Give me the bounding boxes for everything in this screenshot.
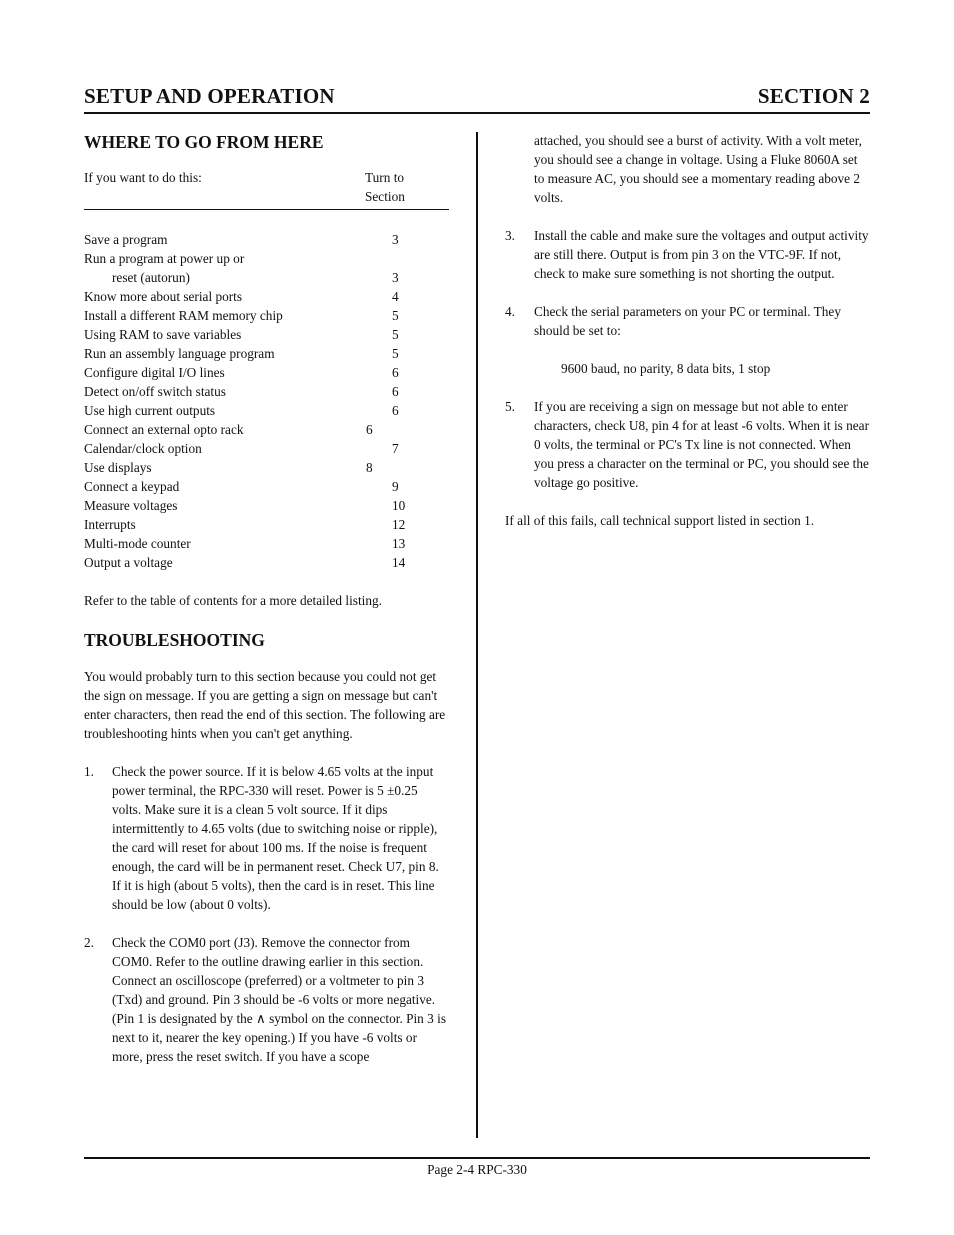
list-item-number: 5. bbox=[505, 399, 515, 414]
table-row bbox=[84, 249, 449, 268]
list-item-number: 1. bbox=[84, 764, 94, 779]
table-row-task: Multi-mode counter bbox=[84, 536, 191, 551]
table-row-section: 6 bbox=[392, 403, 399, 418]
table-row bbox=[84, 306, 449, 325]
list-item-4 bbox=[505, 302, 871, 340]
table-row-task: Calendar/clock option bbox=[84, 441, 202, 456]
column-divider bbox=[476, 132, 478, 1138]
table-row bbox=[84, 363, 449, 382]
closing-text: If all of this fails, call technical support listed in section 1. bbox=[505, 513, 815, 528]
table-row bbox=[84, 230, 449, 249]
header-title: SETUP AND OPERATION bbox=[84, 84, 335, 108]
table-row bbox=[84, 287, 449, 306]
list-item-text: Check the COM0 port (J3). Remove the connector from COM0. Refer to the outline drawing earlier in this section. Connect an oscilloscope (preferred) or a voltmeter to pin 3 (Txd) and ground. Pin 3 should be -6 volts or more negative. (Pin 1 is designated by the ∧ symbol on the connector. Pin 3 is next to it, nearer the key opening.) If you have -6 volts or more, press the reset switch. If you have a scope bbox=[112, 935, 446, 1064]
page-footer: Page 2-4 RPC-330 bbox=[427, 1162, 527, 1177]
table-row-task: Interrupts bbox=[84, 517, 136, 532]
header-section: SECTION 2 bbox=[757, 84, 870, 108]
table-row bbox=[84, 553, 449, 572]
table-row-section: 13 bbox=[392, 536, 406, 551]
table-header-section-2: Section bbox=[365, 189, 405, 204]
table-row-section: 3 bbox=[392, 232, 399, 247]
table-row bbox=[84, 496, 449, 515]
table-row bbox=[84, 439, 449, 458]
table-row-task: Run a program at power up or bbox=[84, 251, 245, 266]
table-row-task: Measure voltages bbox=[84, 498, 178, 513]
list-item-number: 4. bbox=[505, 304, 515, 319]
table-row-task: Connect an external opto rack bbox=[84, 422, 244, 437]
list-item-number: 2. bbox=[84, 935, 94, 950]
table-row-section: 5 bbox=[392, 327, 399, 342]
table-row-section: 4 bbox=[392, 289, 399, 304]
table-row-section: 5 bbox=[392, 308, 399, 323]
footer-rule bbox=[84, 1157, 870, 1159]
list-item-text: attached, you should see a burst of activity. With a volt meter, you should see a change in voltage. Using a Fluke 8060A set to measure AC, you should see a momentary reading above 2 volts. bbox=[534, 133, 862, 205]
troubleshooting-intro: You would probably turn to this section because you could not get the sign on message. If you are getting a sign on message but can't enter characters, then read the end of this section. The following are troubleshooting hints when you can't get anything. bbox=[84, 669, 446, 741]
table-row-task: Run an assembly language program bbox=[84, 346, 275, 361]
table-row-section: 7 bbox=[392, 441, 399, 456]
left-column bbox=[84, 130, 449, 1066]
table-row bbox=[84, 325, 449, 344]
table-row-section: 6 bbox=[392, 365, 399, 380]
table-row bbox=[84, 420, 449, 439]
table-row-task: Install a different RAM memory chip bbox=[84, 308, 283, 323]
heading-troubleshooting: TROUBLESHOOTING bbox=[84, 630, 265, 650]
table-row bbox=[84, 382, 449, 401]
table-row-section: 12 bbox=[392, 517, 406, 532]
table-row bbox=[84, 477, 449, 496]
table-header-section-1: Turn to bbox=[365, 170, 405, 185]
refer-text: Refer to the table of contents for a more detailed listing. bbox=[84, 593, 382, 608]
table-row-task: Using RAM to save variables bbox=[84, 327, 242, 342]
table-row bbox=[84, 515, 449, 534]
table-row-section: 6 bbox=[392, 384, 399, 399]
table-row-section: 6 bbox=[366, 422, 373, 437]
table-row-task: Save a program bbox=[84, 232, 168, 247]
table-row bbox=[84, 458, 449, 477]
table-row-task: reset (autorun) bbox=[112, 270, 190, 285]
table-header bbox=[84, 168, 449, 206]
table-row-task: Configure digital I/O lines bbox=[84, 365, 225, 380]
list-item-2-continued bbox=[505, 131, 871, 207]
right-column bbox=[505, 131, 871, 530]
table-row-section: 10 bbox=[392, 498, 406, 513]
table-row-task: Output a voltage bbox=[84, 555, 173, 570]
serial-settings: 9600 baud, no parity, 8 data bits, 1 stop bbox=[561, 361, 771, 376]
list-item-text: If you are receiving a sign on message but not able to enter characters, check U8, pin 4 for at least -6 volts. When it is near 0 volts, the terminal or PC's Tx line is not connected. When you press a character on the terminal or PC, you should see the voltage go positive. bbox=[534, 399, 870, 490]
table-row bbox=[84, 401, 449, 420]
table-row bbox=[84, 268, 449, 287]
list-item-2 bbox=[84, 933, 449, 1066]
table-row-task: Connect a keypad bbox=[84, 479, 180, 494]
list-item-text: Install the cable and make sure the voltages and output activity are still there. Output is from pin 3 on the VTC-9F. If not, check to make sure something is not shorting the output. bbox=[534, 228, 869, 281]
table-row-section: 8 bbox=[366, 460, 373, 475]
list-item-text: Check the serial parameters on your PC or terminal. They should be set to: bbox=[534, 304, 841, 338]
table-row-section: 9 bbox=[392, 479, 399, 494]
table-row-section: 5 bbox=[392, 346, 399, 361]
page-header bbox=[84, 84, 870, 114]
table-row-task: Know more about serial ports bbox=[84, 289, 243, 304]
list-item-3 bbox=[505, 226, 871, 283]
list-item-1 bbox=[84, 762, 449, 914]
table-row-task: Detect on/off switch status bbox=[84, 384, 226, 399]
list-item-number: 3. bbox=[505, 228, 515, 243]
table-row bbox=[84, 534, 449, 553]
section-table bbox=[84, 230, 449, 572]
list-item-text: Check the power source. If it is below 4.65 volts at the input power terminal, the RPC-330 will reset. Power is 5 ±0.25 volts. Make sure it is a clean 5 volt source. If it dips intermittently to 4.65 volts (due to switching noise or ripple), the card will reset for about 100 ms. If the noise is frequent enough, the card will be in permanent reset. Check U7, pin 8. If it is high (about 5 volts), then the card is in reset. This line should be low (about 0 volts). bbox=[112, 764, 439, 912]
table-row bbox=[84, 344, 449, 363]
list-item-5 bbox=[505, 397, 871, 492]
table-row-section: 14 bbox=[392, 555, 406, 570]
table-row-task: Use high current outputs bbox=[84, 403, 216, 418]
table-row-section: 3 bbox=[392, 270, 399, 285]
table-header-task: If you want to do this: bbox=[84, 170, 202, 185]
table-row-task: Use displays bbox=[84, 460, 152, 475]
heading-where-to-go: WHERE TO GO FROM HERE bbox=[84, 132, 324, 152]
